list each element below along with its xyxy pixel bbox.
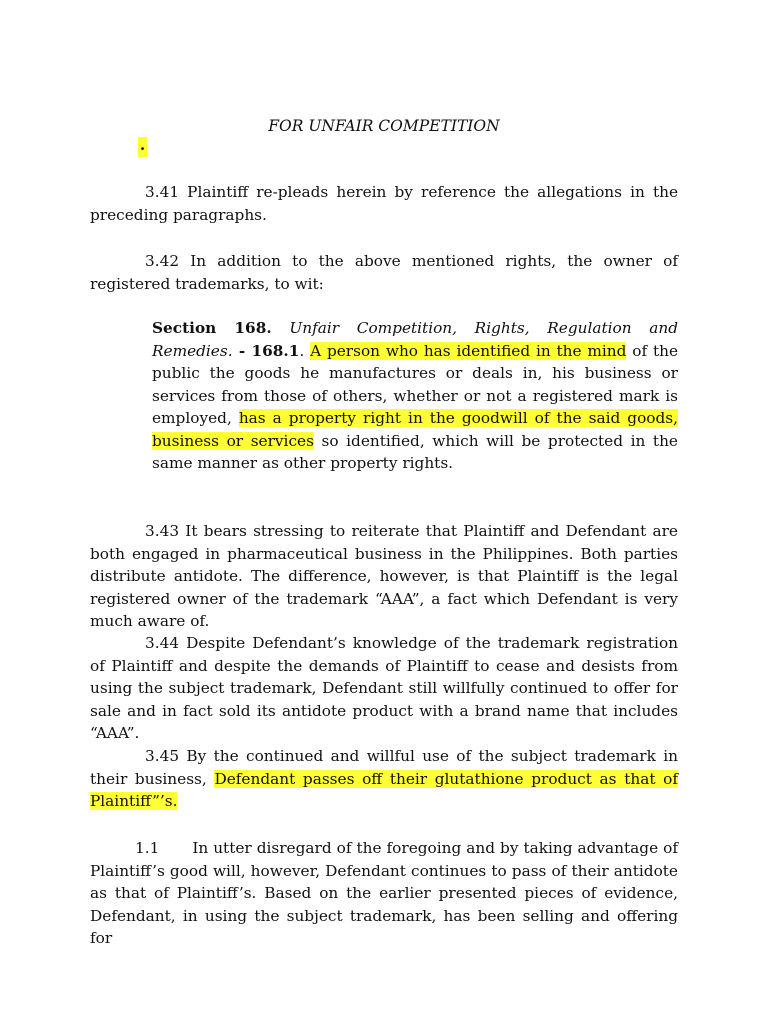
highlight-property-right: has a property right in the goodwill of the said goods, business or services [152, 409, 678, 450]
highlight-passes-off: Defendant passes off their glutathione product as that of Plaintiff”’s. [90, 769, 678, 810]
highlighted-marker: . [138, 137, 147, 157]
section-heading: FOR UNFAIR COMPETITION [268, 117, 500, 135]
paragraph-number: 3.44 [145, 634, 180, 652]
paragraph-number: 1.1 [135, 839, 160, 857]
paragraph-text: Plaintiff re-pleads herein by reference the allegations in the preceding paragraphs. [90, 183, 678, 224]
paragraph-number: 3.41 [145, 183, 180, 201]
paragraph-number: 3.43 [145, 522, 180, 540]
paragraph-1-1 [90, 837, 678, 950]
paragraph-text: By the continued and willful use of the subject trademark in their business, [90, 747, 678, 788]
paragraph-3-45 [90, 745, 678, 813]
statute-text-middle: of the public the goods he manufactures or deals in, his business or services from those of others, whether or not a registered mark is employed, [152, 341, 678, 427]
paragraph-3-43 [90, 520, 678, 633]
quoted-statute [152, 317, 678, 475]
subsection-number: 168.1 [251, 341, 300, 360]
paragraph-number: 3.45 [145, 747, 180, 765]
paragraph-text: In utter disregard of the foregoing and by taking advantage of Plaintiff’s good will, however, Defendant continues to pass of their antidote as that of Plaintiff’s. Based on the earlier presented pieces of evidence, Defendant, in using the subject trademark, has been selling and offering for [90, 839, 678, 947]
statute-dash: - [232, 341, 252, 360]
paragraph-text: Despite Defendant’s knowledge of the trademark registration of Plaintiff and despite the demands of Plaintiff to cease and desists from using the subject trademark, Defendant still willfully continued to offer for sale and in fact sold its antidote product with a brand name that includes “AAA”. [90, 634, 678, 742]
paragraph-3-42 [90, 250, 678, 295]
highlight-identified-in-mind: A person who has identified in the mind [310, 341, 627, 360]
paragraph-3-41 [90, 181, 678, 226]
paragraph-text: In addition to the above mentioned rights, the owner of registered trademarks, to wit: [90, 252, 678, 293]
statute-title: Unfair Competition, Rights, Regulation and Remedies. [152, 319, 678, 360]
section-label: Section 168 [152, 319, 267, 337]
statute-text-end: so identified, which will be protected in the same manner as other property rights. [152, 431, 678, 472]
paragraph-3-44 [90, 632, 678, 745]
paragraph-text: It bears stressing to reiterate that Plaintiff and Defendant are both engaged in pharmaceutical business in the Philippines. Both parties distribute antidote. The difference, however, is that Plaintiff is the legal registered owner of the trademark “AAA”, a fact which Defendant is very much aware of. [90, 522, 678, 630]
section-dot: . [266, 319, 272, 337]
paragraph-number: 3.42 [145, 252, 180, 270]
subsection-period: . [299, 341, 311, 360]
